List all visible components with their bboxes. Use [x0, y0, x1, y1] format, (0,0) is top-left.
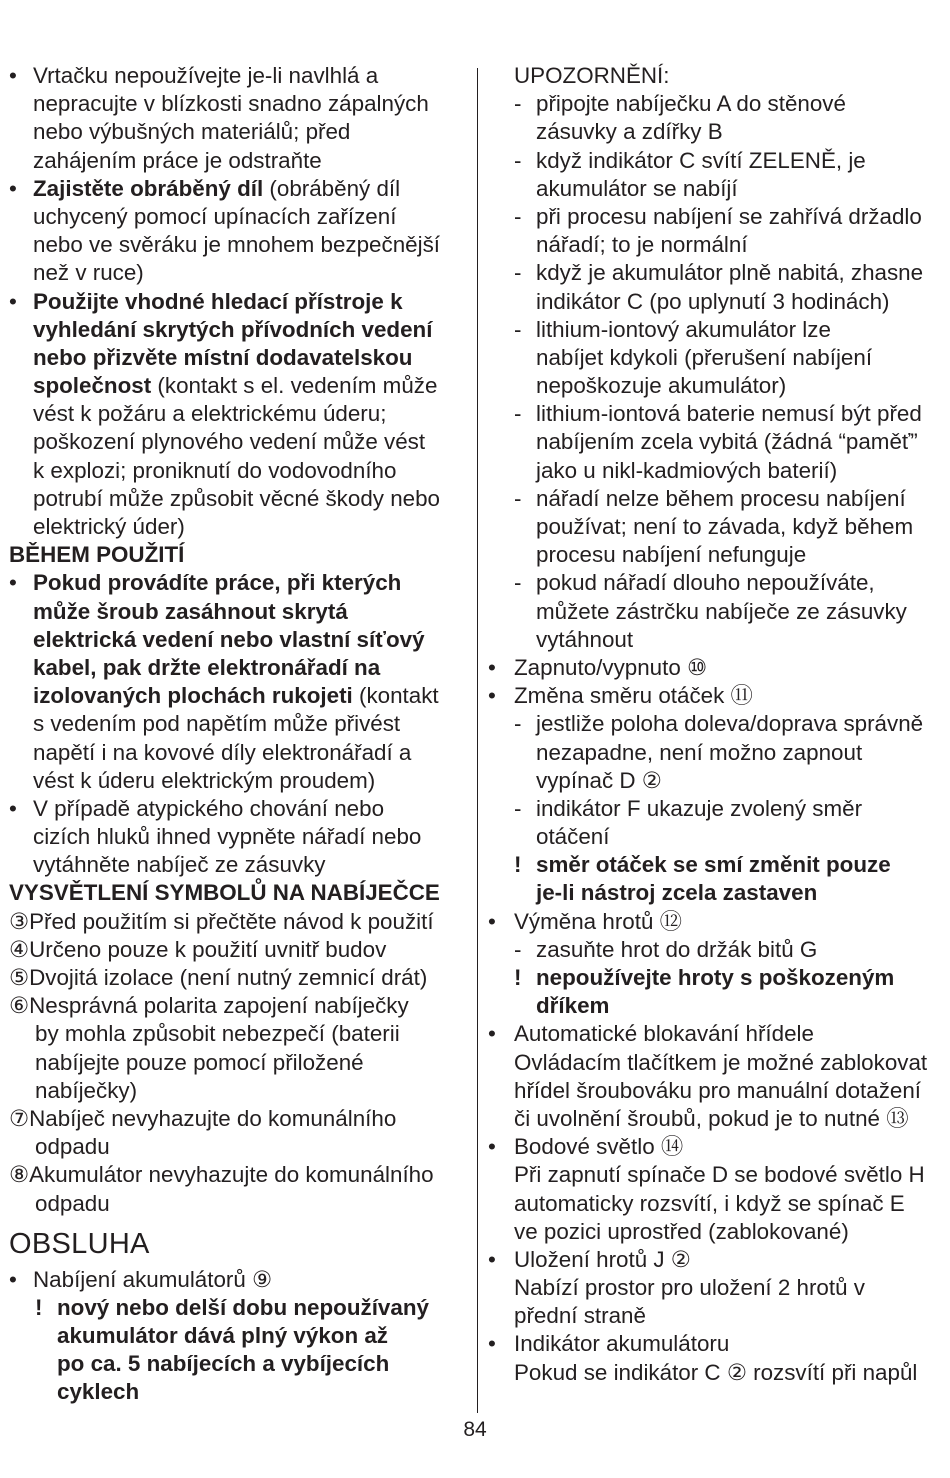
text-run: potrubí může způsobit věcné škody nebo [33, 485, 441, 511]
text-run: Uložení hrotů J ② [514, 1246, 691, 1272]
text-line [9, 1105, 467, 1133]
warning-mark: ! [35, 1294, 43, 1320]
text-run: ⑥Nesprávná polarita zapojení nabíječky [9, 993, 409, 1019]
text-run: indikátor C (po uplynutí 3 hodinách) [536, 288, 890, 314]
text-run: ④Určeno pouze k použití uvnitř budov [9, 936, 387, 962]
text-line [514, 1077, 946, 1105]
text-run: nabíjet kdykoli (přerušení nabíjení [536, 344, 873, 370]
dash-marker: - [514, 147, 522, 173]
text-run: Indikátor akumulátoru [514, 1331, 730, 1357]
text-run: nepracujte v blízkosti snadno zápalných [33, 91, 429, 117]
text-line [514, 767, 946, 795]
text-line [9, 90, 467, 118]
text-run: nářadí; to je normální [536, 232, 748, 258]
text-run: když je akumulátor plně nabitá, zhasne [536, 260, 924, 286]
text-line [514, 992, 946, 1020]
text-run: nebo přizvěte místní dodavatelskou [33, 344, 413, 370]
text-run: Při zapnutí spínače D se bodové světlo H [514, 1162, 925, 1188]
text-line [9, 992, 467, 1020]
text-run: používat; není to závada, když během [536, 514, 914, 539]
text-line [9, 1294, 467, 1322]
text-line [514, 513, 946, 541]
text-run: (kontakt s el. vedením může [151, 373, 438, 399]
text-run: odpadu [35, 1134, 110, 1160]
text-run: může šroub zasáhnout skrytá [33, 598, 348, 624]
bullet-marker: • [9, 175, 17, 201]
text-line [514, 1359, 946, 1387]
text-run: společnost [33, 373, 152, 399]
bullet-marker: • [488, 1331, 496, 1357]
text-run: dříkem [536, 993, 610, 1019]
text-line [9, 1190, 467, 1218]
text-line [9, 428, 467, 456]
text-line [514, 1218, 946, 1246]
text-run: hřídel šroubováku pro manuální dotažení [514, 1077, 922, 1103]
text-run: Vrtačku nepoužívejte je-li navlhlá a [33, 63, 379, 88]
text-run: nepoužívejte hroty s poškozeným [536, 965, 895, 990]
text-line [514, 541, 946, 569]
bullet-marker: • [9, 63, 17, 88]
text-run: Použijte vhodné hledací přístroje k [33, 288, 403, 314]
text-line [9, 598, 467, 626]
text-run: BĚHEM POUŽITÍ [9, 542, 185, 568]
text-line [9, 288, 467, 316]
text-run: Zajistěte obráběný díl [33, 175, 264, 201]
text-line [514, 569, 946, 597]
text-line [9, 767, 467, 795]
text-run: než v ruce) [33, 260, 144, 286]
text-run: poškození plynového vedení může vést [33, 429, 426, 455]
text-line [514, 175, 946, 203]
text-line [514, 259, 946, 287]
text-run: ⑧Akumulátor nevyhazujte do komunálního [9, 1162, 434, 1188]
text-run: ⑦Nabíječ nevyhazujte do komunálního [9, 1105, 397, 1131]
text-line [488, 1020, 946, 1048]
text-line [514, 147, 946, 175]
text-run: při procesu nabíjení se zahřívá držadlo [536, 203, 922, 229]
text-line [9, 1161, 467, 1189]
dash-marker: - [514, 401, 522, 427]
bullet-marker: • [488, 1021, 496, 1047]
text-line [9, 710, 467, 738]
bullet-marker: • [488, 683, 496, 709]
text-line [514, 795, 946, 823]
text-line [9, 1049, 467, 1077]
warning-mark: ! [514, 852, 522, 878]
text-line [9, 175, 467, 203]
bullet-marker: • [488, 908, 496, 934]
bullet-marker: • [488, 654, 496, 680]
text-run: nezapadne, není možno zapnout [536, 739, 863, 765]
column-divider [477, 68, 478, 1413]
text-line [514, 1105, 946, 1133]
text-run: kabel, pak držte elektronářadí na [33, 654, 381, 680]
right-column [488, 62, 946, 1387]
text-line [9, 203, 467, 231]
bullet-marker: • [9, 795, 17, 821]
page-number: 84 [463, 1418, 487, 1441]
text-line [514, 710, 946, 738]
text-line [9, 1077, 467, 1105]
text-line [9, 795, 467, 823]
text-line [9, 682, 467, 710]
text-line [514, 739, 946, 767]
text-run: napětí i na kovové díly elektronářadí a [33, 739, 412, 765]
text-line [488, 654, 946, 682]
text-line [9, 372, 467, 400]
text-run: nabíječky) [35, 1077, 138, 1103]
text-line [514, 203, 946, 231]
text-line [9, 259, 467, 287]
text-run: lithium-iontová baterie nemusí být před [536, 401, 922, 427]
text-line [488, 1330, 946, 1358]
text-line [9, 485, 467, 513]
text-line [514, 1049, 946, 1077]
text-line [488, 1246, 946, 1274]
text-run: Ovládacím tlačítkem je možné zablokovat [514, 1049, 928, 1075]
text-run: Výměna hrotů ⑫ [514, 908, 683, 934]
dash-marker: - [514, 711, 522, 737]
text-line [9, 823, 467, 851]
text-run: jako u nikl-kadmiových baterií) [536, 457, 838, 483]
bullet-marker: • [9, 1266, 17, 1292]
text-run: vést k úderu elektrickým proudem) [33, 767, 376, 793]
text-run: UPOZORNĚNÍ: [514, 63, 670, 88]
text-run: s vedením pod napětím může přivést [33, 711, 401, 737]
dash-marker: - [514, 936, 522, 962]
text-line [9, 936, 467, 964]
text-run: Nabízí prostor pro uložení 2 hrotů v [514, 1275, 865, 1301]
text-run: elektrická vedení nebo vlastní síťový [33, 626, 425, 652]
text-line [514, 428, 946, 456]
text-run: lithium-iontový akumulátor lze [536, 316, 831, 342]
dash-marker: - [514, 795, 522, 821]
text-line [9, 147, 467, 175]
text-run: zahájením práce je odstraňte [33, 147, 322, 173]
text-line [9, 739, 467, 767]
text-line [9, 400, 467, 428]
text-line [514, 851, 946, 879]
text-line [9, 851, 467, 879]
text-run: nabíjením zcela vybitá (žádná “paměť” [536, 429, 918, 455]
text-line [9, 513, 467, 541]
text-line [488, 1133, 946, 1161]
text-run: ③Před použitím si přečtěte návod k použití [9, 908, 434, 934]
text-line [514, 118, 946, 146]
text-line [9, 1378, 467, 1406]
text-line [9, 1020, 467, 1048]
text-run: pokud nářadí dlouho nepoužíváte, [536, 570, 875, 596]
text-line [9, 344, 467, 372]
text-run: ve pozici uprostřed (zablokované) [514, 1218, 849, 1244]
text-run: nářadí nelze během procesu nabíjení [536, 485, 906, 511]
text-run: (obráběný díl [263, 175, 401, 201]
text-line [514, 288, 946, 316]
text-line [514, 1274, 946, 1302]
text-line [9, 457, 467, 485]
text-line [9, 1133, 467, 1161]
text-line [514, 964, 946, 992]
text-line [514, 344, 946, 372]
dash-marker: - [514, 91, 522, 117]
text-run: vést k požáru a elektrickému úderu; [33, 401, 387, 427]
text-run: Změna směru otáček ⑪ [514, 683, 753, 709]
text-line [514, 1190, 946, 1218]
text-run: nebo ve svěráku je mnohem bezpečnější [33, 232, 441, 258]
text-run: by mohla způsobit nebezpečí (baterii [35, 1021, 400, 1047]
text-run: vypínač D ② [536, 767, 662, 793]
text-run: můžete zástrčku nabíječe ze zásuvky [536, 598, 907, 624]
text-line [9, 1266, 467, 1294]
dash-marker: - [514, 203, 522, 229]
text-run: je-li nástroj zcela zastaven [536, 880, 818, 906]
text-line [9, 908, 467, 936]
text-run: uchycený pomocí upínacích zařízení [33, 203, 397, 229]
text-run: elektrický úder) [33, 514, 185, 539]
text-run: Zapnuto/vypnuto ⑩ [514, 654, 708, 680]
dash-marker: - [514, 260, 522, 286]
text-run: Pokud provádíte práce, při kterých [33, 570, 402, 596]
warning-mark: ! [514, 965, 522, 990]
text-run: Bodové světlo ⑭ [514, 1134, 684, 1160]
text-run: odpadu [35, 1190, 110, 1216]
text-run: procesu nabíjení nefunguje [536, 542, 807, 568]
text-run: zasuňte hrot do držák bitů G [536, 936, 818, 962]
text-line [514, 626, 946, 654]
bullet-marker: • [9, 288, 17, 314]
text-run: cizích hluků ihned vypněte nářadí nebo [33, 824, 422, 850]
left-column [9, 62, 467, 1407]
text-line [9, 541, 467, 569]
text-line [9, 118, 467, 146]
text-line [514, 879, 946, 907]
text-run: vytáhněte nabíječ ze zásuvky [33, 852, 326, 878]
text-run: (kontakt [352, 683, 439, 709]
text-line [9, 569, 467, 597]
text-line [9, 1322, 467, 1350]
bullet-marker: • [488, 1246, 496, 1272]
text-run: či uvolnění šroubů, pokud je to nutné ⑬ [514, 1105, 909, 1131]
bullet-marker: • [488, 1134, 496, 1160]
text-run: Nabíjení akumulátorů ⑨ [33, 1266, 273, 1292]
text-run: nabíjejte pouze pomocí přiložené [35, 1049, 364, 1075]
text-line [514, 485, 946, 513]
text-run: vytáhnout [536, 626, 634, 652]
text-line [514, 457, 946, 485]
dash-marker: - [514, 570, 522, 596]
bullet-marker: • [9, 570, 17, 596]
text-line [514, 372, 946, 400]
text-run: automaticky rozsvítí, i když se spínač E [514, 1190, 905, 1216]
text-line [514, 1161, 946, 1189]
text-line [9, 316, 467, 344]
text-run: nový nebo delší dobu nepoužívaný [57, 1294, 429, 1320]
text-line [9, 231, 467, 259]
text-run: cyklech [57, 1379, 140, 1405]
text-line [514, 62, 946, 90]
text-run: VYSVĚTLENÍ SYMBOLŮ NA NABÍJEČCE [9, 880, 440, 906]
text-run: když indikátor C svítí ZELENĚ, je [536, 147, 866, 173]
text-line [514, 936, 946, 964]
text-line [514, 316, 946, 344]
text-line [488, 908, 946, 936]
text-line [514, 231, 946, 259]
text-run: zásuvky a zdířky B [536, 119, 723, 145]
text-run: otáčení [536, 824, 610, 850]
text-line [9, 626, 467, 654]
text-run: jestliže poloha doleva/doprava správně [536, 711, 924, 737]
text-line [514, 90, 946, 118]
text-run: Automatické blokavání hřídele [514, 1021, 814, 1047]
text-line [514, 400, 946, 428]
text-run: směr otáček se smí změnit pouze [536, 852, 891, 878]
text-run: po ca. 5 nabíjecích a vybíjecích [57, 1351, 390, 1377]
text-run: připojte nabíječku A do stěnové [536, 91, 846, 117]
text-run: OBSLUHA [9, 1227, 150, 1260]
dash-marker: - [514, 316, 522, 342]
text-run: přední straně [514, 1303, 646, 1329]
text-run: V případě atypického chování nebo [33, 795, 385, 821]
text-run: akumulátor se nabíjí [536, 175, 738, 201]
text-run: akumulátor dává plný výkon až [57, 1323, 388, 1349]
text-run: izolovaných plochách rukojeti [33, 683, 353, 709]
text-run: indikátor F ukazuje zvolený směr [536, 795, 863, 821]
text-line [514, 1302, 946, 1330]
text-run: vyhledání skrytých přívodních vedení [33, 316, 433, 342]
text-line [488, 682, 946, 710]
text-run: nebo výbušných materiálů; před [33, 119, 351, 145]
text-line [9, 964, 467, 992]
text-line [514, 598, 946, 626]
text-line [9, 1350, 467, 1378]
text-line [514, 823, 946, 851]
text-run: Pokud se indikátor C ② rozsvítí při napůl [514, 1359, 918, 1385]
text-run: ⑤Dvojitá izolace (není nutný zemnicí drát) [9, 965, 428, 990]
text-line [9, 654, 467, 682]
text-line [9, 62, 467, 90]
text-line [9, 879, 467, 907]
text-line [9, 1227, 467, 1261]
text-run: k explozi; proniknutí do vodovodního [33, 457, 397, 483]
text-run: nepoškozuje akumulátor) [536, 373, 787, 399]
dash-marker: - [514, 485, 522, 511]
